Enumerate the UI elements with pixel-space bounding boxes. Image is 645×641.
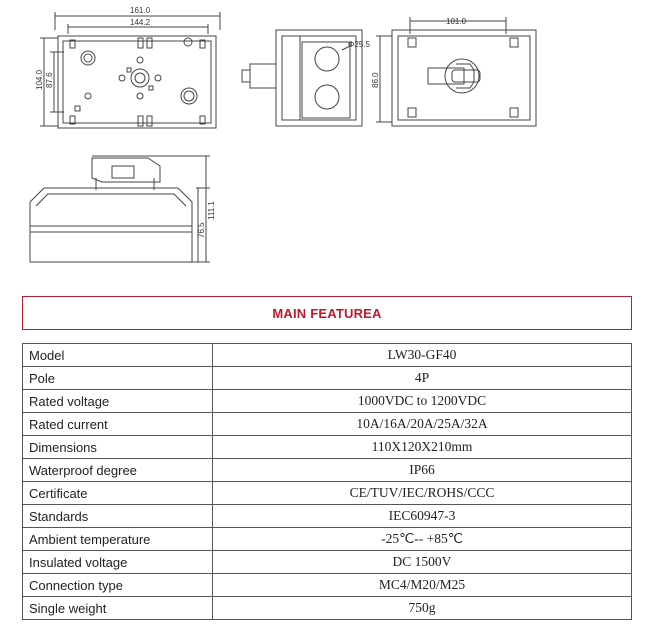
technical-drawings [0,0,645,290]
spec-key: Pole [23,367,213,390]
spec-value: 10A/16A/20A/25A/32A [213,413,632,436]
spec-row [23,574,632,597]
spec-row [23,367,632,390]
spec-key: Single weight [23,597,213,620]
spec-row [23,390,632,413]
spec-value: 750g [213,597,632,620]
side-view-hole-diameter: Φ25.5 [348,40,370,49]
spec-key: Certificate [23,482,213,505]
spec-value: LW30-GF40 [213,344,632,367]
top-view-height-outer: 104.0 [35,69,44,90]
spec-row [23,482,632,505]
bottom-view-drawing [30,156,210,262]
specifications-table [22,343,632,620]
front-view-height: 86.0 [371,72,380,88]
spec-value: IEC60947-3 [213,505,632,528]
bottom-view-total-height: 111.1 [207,201,216,220]
spec-value: 4P [213,367,632,390]
spec-key: Standards [23,505,213,528]
top-view-height-inner: 87.6 [45,72,54,88]
spec-row [23,551,632,574]
spec-key: Model [23,344,213,367]
spec-row [23,505,632,528]
spec-row [23,459,632,482]
front-view-drawing [376,17,536,126]
spec-value: IP66 [213,459,632,482]
side-view-drawing [242,30,362,126]
front-view-width: 101.0 [446,17,467,26]
spec-key: Ambient temperature [23,528,213,551]
top-view-width-inner: 144.2 [130,18,151,27]
spec-key: Rated voltage [23,390,213,413]
spec-key: Insulated voltage [23,551,213,574]
spec-value: -25℃-- +85℃ [213,528,632,551]
spec-value: DC 1500V [213,551,632,574]
spec-row [23,436,632,459]
main-features-banner [22,296,632,330]
spec-value: 1000VDC to 1200VDC [213,390,632,413]
spec-row [23,528,632,551]
spec-value: CE/TUV/IEC/ROHS/CCC [213,482,632,505]
spec-row [23,344,632,367]
spec-row [23,597,632,620]
spec-row [23,413,632,436]
top-view-drawing [40,12,220,128]
top-view-width-outer: 161.0 [130,6,151,15]
spec-value: 110X120X210mm [213,436,632,459]
main-features-title: MAIN FEATUREA [272,305,382,321]
bottom-view-body-height: 76.5 [197,222,206,238]
spec-key: Connection type [23,574,213,597]
spec-key: Rated current [23,413,213,436]
spec-value: MC4/M20/M25 [213,574,632,597]
spec-key: Dimensions [23,436,213,459]
spec-key: Waterproof degree [23,459,213,482]
